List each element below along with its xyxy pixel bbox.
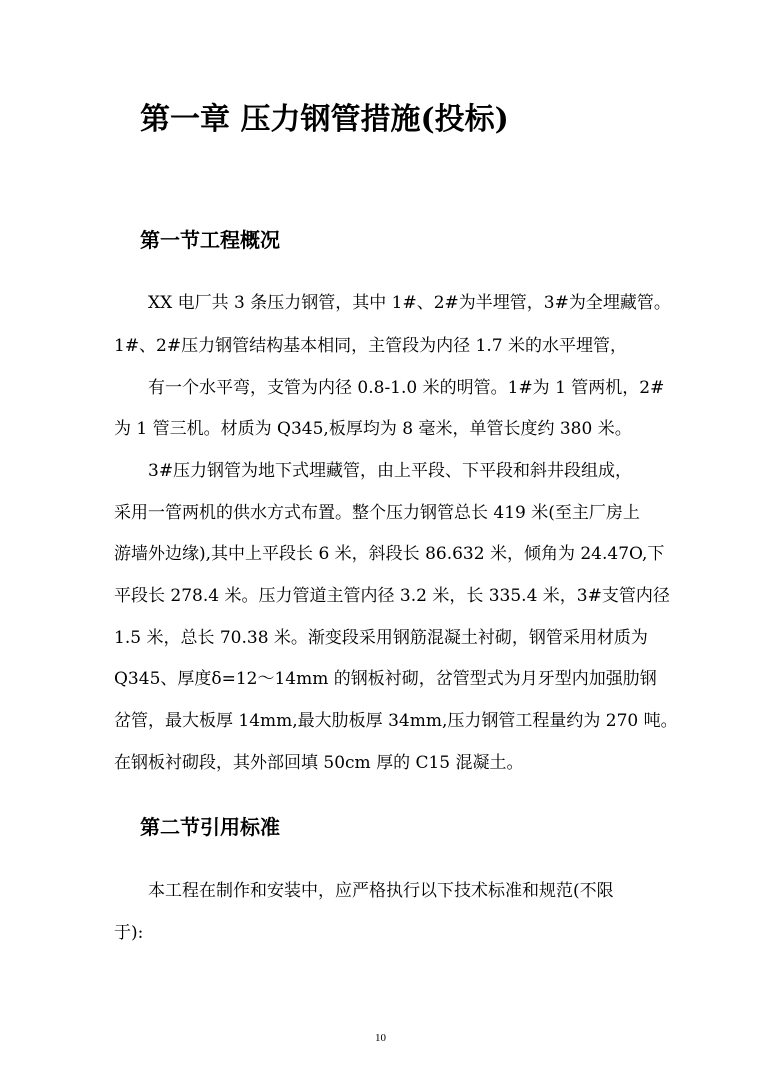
paragraph-line: 采用一管两机的供水方式布置。整个压力钢管总长 419 米(至主厂房上 [114,503,640,523]
chapter-title: 第一章 压力钢管措施(投标) [140,102,509,137]
paragraph-line: 于): [114,923,144,943]
paragraph-line: 岔管，最大板厚 14mm,最大肋板厚 34mm,压力钢管工程量约为 270 吨。 [114,711,678,731]
paragraph-line: XX 电厂共 3 条压力钢管，其中 1#、2#为半埋管，3#为全埋藏管。 [148,293,671,313]
paragraph-line: 游墙外边缘),其中上平段长 6 米，斜段长 86.632 米，倾角为 24.47O,下 [114,544,665,564]
section-title-standards: 第二节引用标准 [140,815,280,839]
paragraph-line: 在钢板衬砌段，其外部回填 50cm 厚的 C15 混凝土。 [114,753,524,773]
paragraph-line: 为 1 管三机。材质为 Q345,板厚均为 8 毫米，单管长度约 380 米。 [114,419,632,439]
page-number: 10 [375,1032,386,1044]
paragraph-line: 平段长 278.4 米。压力管道主管内径 3.2 米，长 335.4 米，3#支管内径 [114,586,670,606]
paragraph-line: 本工程在制作和安装中，应严格执行以下技术标准和规范(不限 [148,881,614,901]
section-title-overview: 第一节工程概况 [140,228,280,252]
paragraph-line: 有一个水平弯，支管为内径 0.8-1.0 米的明管。1#为 1 管两机，2# [148,378,665,398]
paragraph-line: 1#、2#压力钢管结构基本相同，主管段为内径 1.7 米的水平埋管， [114,336,627,356]
paragraph-line: 3#压力钢管为地下式埋藏管，由上平段、下平段和斜井段组成， [148,461,633,481]
paragraph-line: Q345、厚度δ=12～14mm 的钢板衬砌，岔管型式为月牙型内加强肋钢 [114,669,657,689]
paragraph-line: 1.5 米，总长 70.38 米。渐变段采用钢筋混凝土衬砌，钢管采用材质为 [114,628,648,648]
